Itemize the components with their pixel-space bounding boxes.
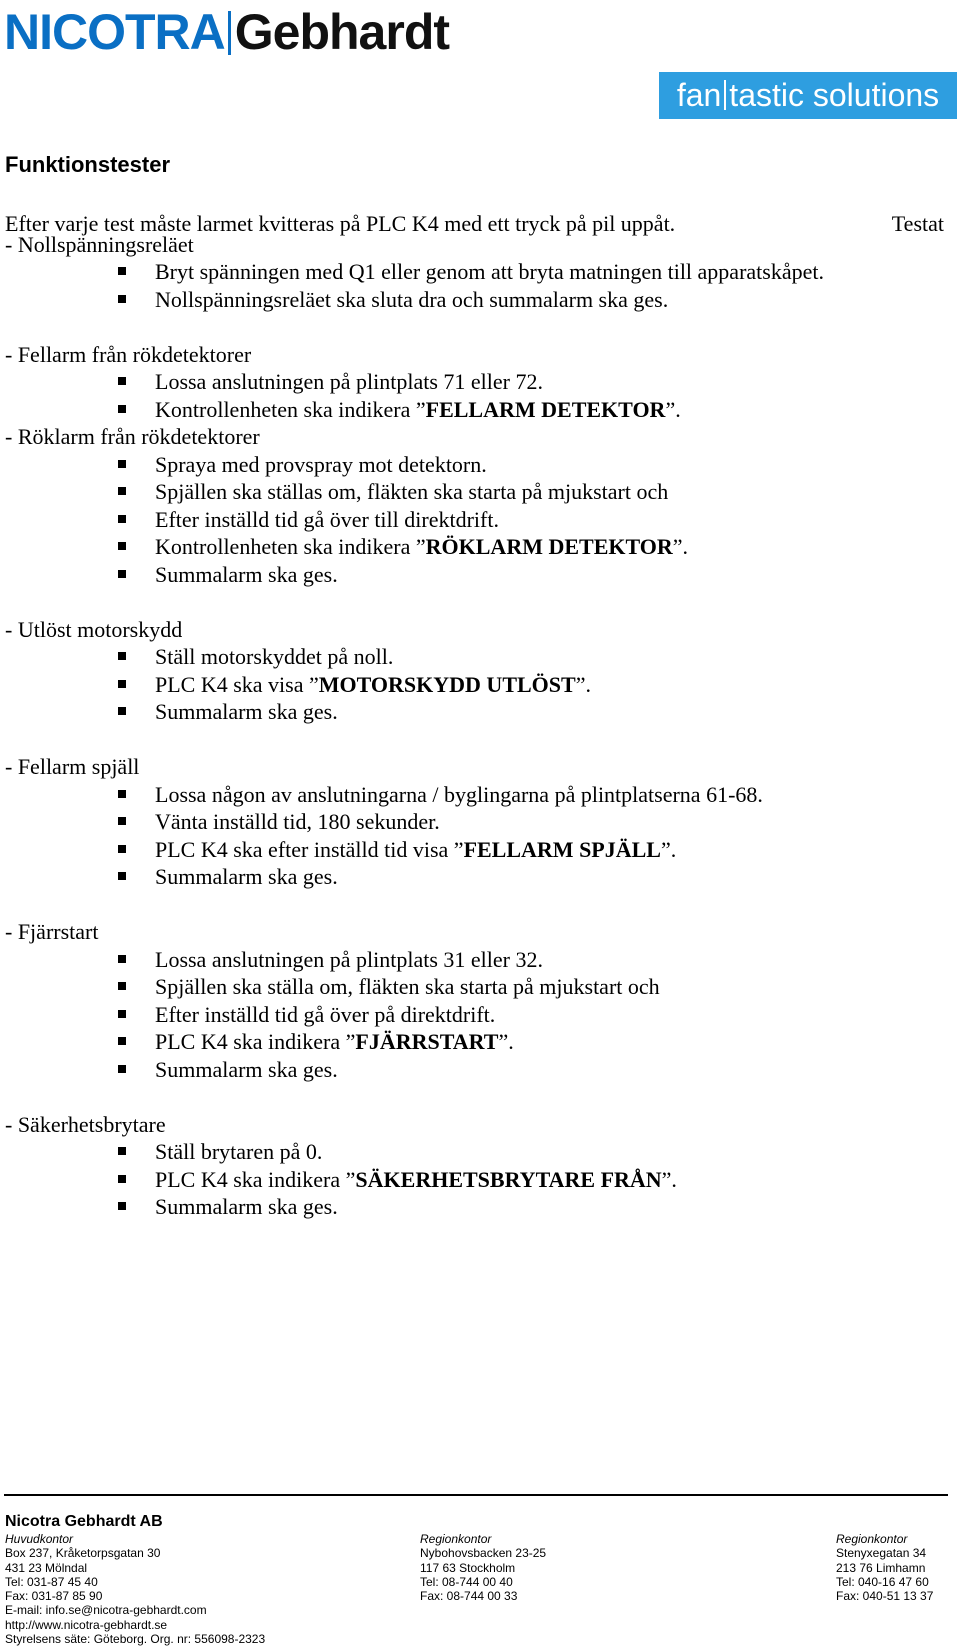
section-heading: - Utlöst motorskydd bbox=[5, 617, 183, 642]
footer-divider bbox=[4, 1494, 948, 1496]
bullet-item: Lossa anslutningen på plintplats 71 eller 72. bbox=[155, 369, 543, 394]
intro-text: Efter varje test måste larmet kvitteras på PLC K4 med ett tryck på pil uppåt. bbox=[5, 211, 676, 236]
bullet-item: Lossa anslutningen på plintplats 31 eller 32. bbox=[155, 947, 543, 972]
office-line: 117 63 Stockholm bbox=[420, 1560, 516, 1575]
bullet-item: Kontrollenheten ska indikera ”FELLARM DETEKTOR”. bbox=[155, 397, 681, 422]
page-title: Funktionstester bbox=[5, 152, 171, 177]
office-line: Box 237, Kråketorpsgatan 30 bbox=[5, 1546, 161, 1561]
office-line: Nybohovsbacken 23-25 bbox=[420, 1546, 547, 1561]
office-title: Regionkontor bbox=[420, 1532, 492, 1546]
bullet-item: PLC K4 ska indikera ”SÄKERHETSBRYTARE FRÅN”. bbox=[155, 1167, 677, 1192]
section-heading: - Fellarm spjäll bbox=[5, 754, 140, 779]
office-line: Fax: 031-87 85 90 bbox=[5, 1589, 103, 1604]
bullet-item: Spjällen ska ställa om, fläkten ska starta på mjukstart och bbox=[155, 974, 660, 999]
testat-label: Testat bbox=[891, 211, 944, 236]
office-line: Styrelsens säte: Göteborg. Org. nr: 556098-2323 bbox=[5, 1632, 266, 1647]
bullet-item: Ställ brytaren på 0. bbox=[155, 1139, 323, 1164]
office-title: Regionkontor bbox=[836, 1532, 908, 1546]
bullet-item: Efter inställd tid gå över på direktdrift. bbox=[155, 1002, 496, 1027]
footer-office-stockholm bbox=[420, 1532, 546, 1603]
office-line: Tel: 040-16 47 60 bbox=[836, 1574, 929, 1589]
bullet-item: Nollspänningsreläet ska sluta dra och summalarm ska ges. bbox=[155, 287, 669, 312]
section-heading: - Säkerhetsbrytare bbox=[5, 1112, 166, 1137]
office-line: Fax: 08-744 00 33 bbox=[420, 1589, 518, 1604]
bullet-item: Summalarm ska ges. bbox=[155, 699, 338, 724]
tagline-right: tastic solutions bbox=[729, 77, 940, 113]
bullet-item: Summalarm ska ges. bbox=[155, 864, 338, 889]
office-line: http://www.nicotra-gebhardt.se bbox=[5, 1617, 168, 1632]
bullet-item: Spjällen ska ställas om, fläkten ska starta på mjukstart och bbox=[155, 479, 669, 504]
bullet-item: Summalarm ska ges. bbox=[155, 562, 338, 587]
tagline-left: fan bbox=[676, 77, 722, 113]
section-heading: - Fellarm från rökdetektorer bbox=[5, 342, 252, 367]
bullet-item: PLC K4 ska efter inställd tid visa ”FELLARM SPJÄLL”. bbox=[155, 837, 677, 862]
office-line: 213 76 Limhamn bbox=[836, 1560, 926, 1575]
logo-gebhardt: Gebhardt bbox=[234, 4, 450, 60]
office-title: Huvudkontor bbox=[5, 1532, 74, 1546]
bullet-item: Kontrollenheten ska indikera ”RÖKLARM DETEKTOR”. bbox=[155, 534, 689, 559]
bullet-item: Spraya med provspray mot detektorn. bbox=[155, 452, 487, 477]
bullet-item: Summalarm ska ges. bbox=[155, 1057, 338, 1082]
bullet-item: Bryt spänningen med Q1 eller genom att bryta matningen till apparatskåpet. bbox=[155, 259, 824, 284]
bullet-item: PLC K4 ska indikera ”FJÄRRSTART”. bbox=[155, 1029, 514, 1054]
bullet-item: Efter inställd tid gå över till direktdrift. bbox=[155, 507, 499, 532]
tagline-divider bbox=[724, 80, 726, 110]
footer-company: Nicotra Gebhardt AB bbox=[5, 1513, 163, 1530]
logo-divider bbox=[228, 11, 231, 55]
bullet-item: Summalarm ska ges. bbox=[155, 1194, 338, 1219]
bullet-item: Lossa någon av anslutningarna / byglingarna på plintplatserna 61-68. bbox=[155, 782, 763, 807]
section-heading: - Fjärrstart bbox=[5, 919, 99, 944]
tagline-banner bbox=[659, 72, 957, 119]
bullet-item: Vänta inställd tid, 180 sekunder. bbox=[155, 809, 440, 834]
office-line: Tel: 031-87 45 40 bbox=[5, 1574, 98, 1589]
section-heading: - Nollspänningsreläet bbox=[5, 232, 194, 257]
footer-office-limhamn bbox=[836, 1532, 933, 1603]
office-line: Stenyxegatan 34 bbox=[836, 1546, 927, 1561]
section-heading: - Röklarm från rökdetektorer bbox=[5, 424, 260, 449]
footer-office-main bbox=[5, 1532, 265, 1646]
logo-nicotra: NICOTRA bbox=[4, 4, 225, 60]
office-line: 431 23 Mölndal bbox=[5, 1560, 88, 1575]
bullet-item: PLC K4 ska visa ”MOTORSKYDD UTLÖST”. bbox=[155, 672, 591, 697]
bullet-item: Ställ motorskyddet på noll. bbox=[155, 644, 394, 669]
office-line: Fax: 040-51 13 37 bbox=[836, 1589, 934, 1604]
company-logo bbox=[4, 2, 449, 62]
office-line: Tel: 08-744 00 40 bbox=[420, 1574, 513, 1589]
office-line: E-mail: info.se@nicotra-gebhardt.com bbox=[5, 1603, 207, 1618]
